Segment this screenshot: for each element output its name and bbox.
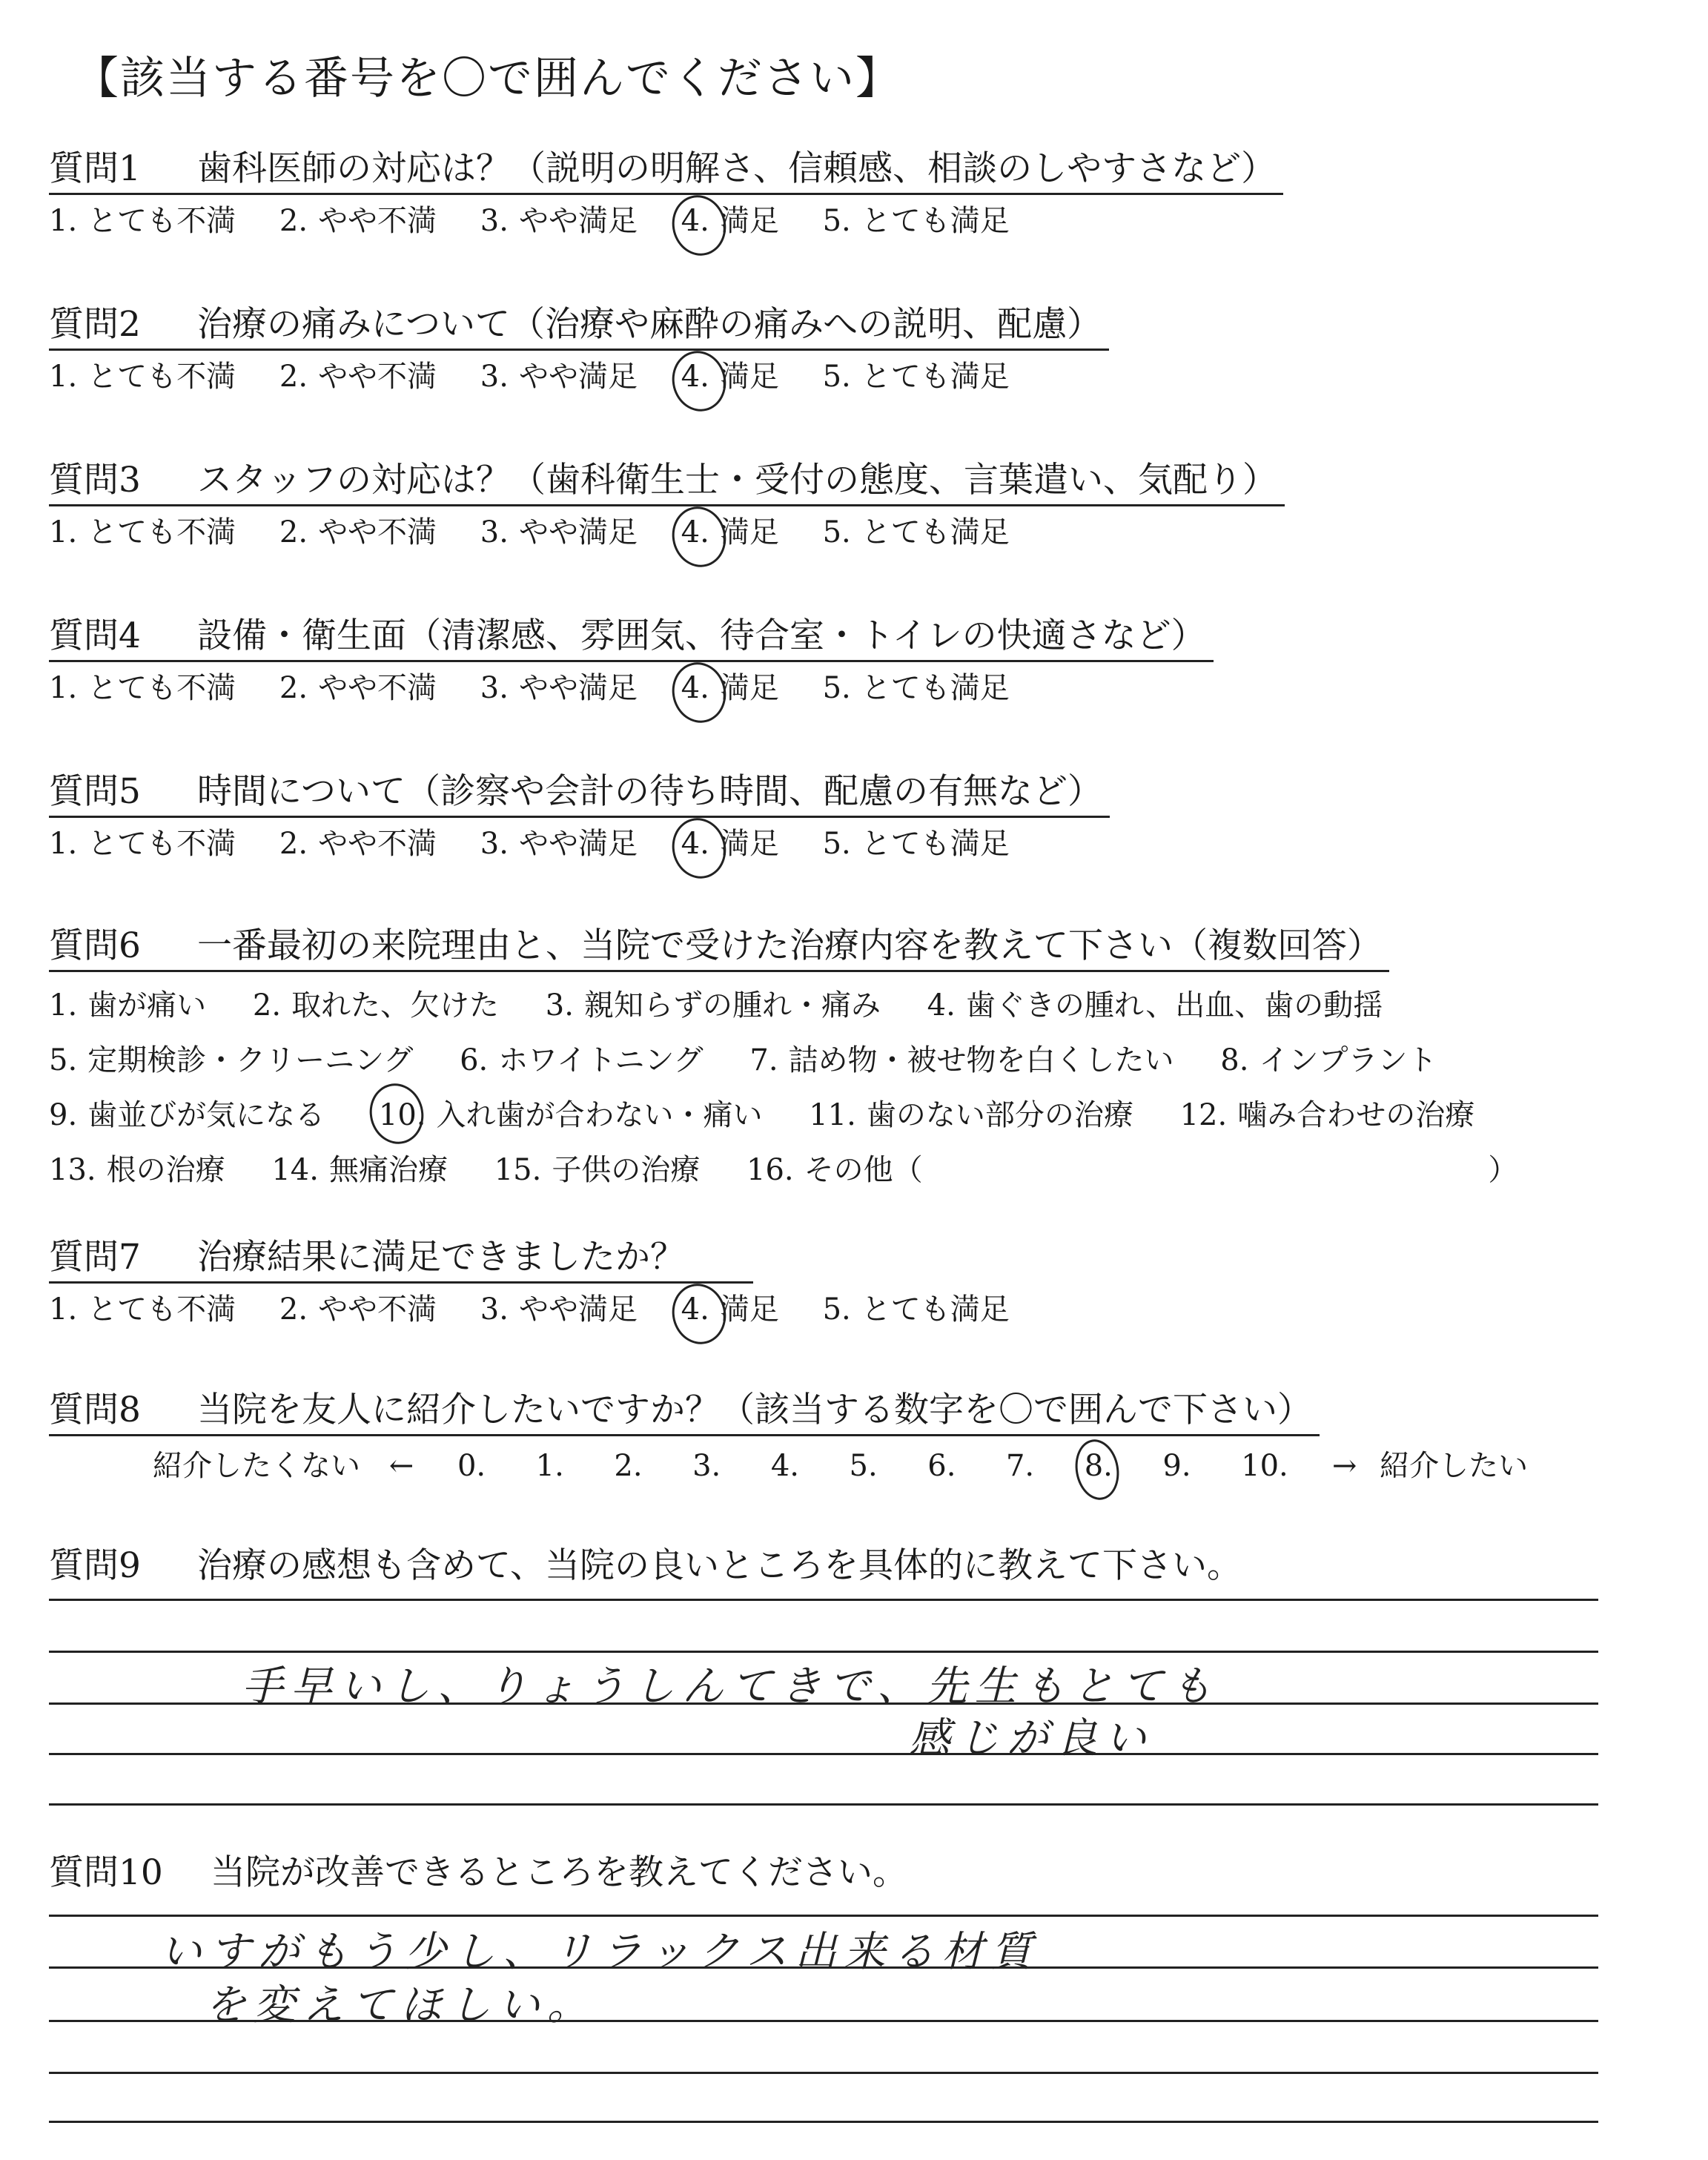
question-6-options xyxy=(49,978,1665,1198)
q7-option-1[interactable]: 1. とても不満 xyxy=(49,1292,236,1327)
q8-scale-4[interactable]: 4. xyxy=(770,1449,799,1483)
q1-option-1[interactable]: 1. とても不満 xyxy=(49,204,236,238)
q7-option-4-selected[interactable]: 4. 満足 xyxy=(681,1288,779,1331)
q4-option-4-selected[interactable]: 4. 満足 xyxy=(681,667,779,710)
q6-option-8[interactable]: 8. インプラント xyxy=(1220,1043,1437,1077)
question-3 xyxy=(49,457,1665,554)
q9-handwritten-line-2: 感じが良い xyxy=(909,1714,1153,1763)
q8-scale-7[interactable]: 7. xyxy=(1005,1449,1035,1483)
q6-option-9[interactable]: 9. 歯並びが気になる xyxy=(49,1098,325,1132)
question-2-text: 治療の痛みについて（治療や麻酔の痛みへの説明、配慮） xyxy=(197,304,1102,345)
question-3-heading xyxy=(49,457,1285,506)
q8-left-label: 紹介したくない xyxy=(153,1449,360,1483)
answer-line xyxy=(49,1753,1598,1755)
q1-option-3[interactable]: 3. やや満足 xyxy=(480,204,638,238)
q3-option-1[interactable]: 1. とても不満 xyxy=(49,515,236,549)
q4-option-5[interactable]: 5. とても満足 xyxy=(822,671,1010,705)
q7-option-2[interactable]: 2. やや不満 xyxy=(279,1292,437,1327)
q6-option-15[interactable]: 15. 子供の治療 xyxy=(494,1153,701,1187)
q6-option-5[interactable]: 5. 定期検診・クリーニング xyxy=(49,1043,414,1077)
q8-right-label: 紹介したい xyxy=(1380,1449,1529,1483)
question-9-label: 質問9 xyxy=(49,1545,141,1586)
q6-row-3 xyxy=(49,1088,1665,1143)
q3-option-2[interactable]: 2. やや不満 xyxy=(279,515,437,549)
question-10 xyxy=(49,1849,1665,1897)
answer-line xyxy=(49,1915,1598,1917)
answer-line xyxy=(49,2072,1598,2074)
q2-option-5[interactable]: 5. とても満足 xyxy=(822,360,1010,394)
question-10-text: 当院が改善できるところを教えてください。 xyxy=(211,1852,907,1893)
question-5-options xyxy=(49,822,1665,865)
question-4-heading xyxy=(49,612,1214,662)
question-8-label: 質問8 xyxy=(49,1390,141,1430)
question-7 xyxy=(49,1234,1665,1331)
q8-scale-6[interactable]: 6. xyxy=(927,1449,956,1483)
q8-scale-0[interactable]: 0. xyxy=(457,1449,486,1483)
q9-handwritten-line-1: 手早いし、りょうしんてきで、先生もとても xyxy=(242,1662,1219,1711)
question-1-label: 質問1 xyxy=(49,148,141,189)
question-4-text: 設備・衛生面（清潔感、雰囲気、待合室・トイレの快適さなど） xyxy=(197,615,1206,656)
question-2 xyxy=(49,301,1665,398)
question-2-label: 質問2 xyxy=(49,304,141,345)
question-9-text: 治療の感想も含めて、当院の良いところを具体的に教えて下さい。 xyxy=(197,1545,1242,1586)
question-1-options xyxy=(49,199,1665,242)
question-1-heading xyxy=(49,145,1283,195)
question-7-options xyxy=(49,1288,1665,1331)
q10-handwritten-line-1: いすがもう少し、リラックス出来る材質 xyxy=(160,1928,1040,1976)
q8-scale-10[interactable]: 10. xyxy=(1241,1449,1288,1483)
q6-option-1[interactable]: 1. 歯が痛い xyxy=(49,988,207,1023)
q6-option-3[interactable]: 3. 親知らずの腫れ・痛み xyxy=(545,988,881,1023)
q8-scale-5[interactable]: 5. xyxy=(849,1449,878,1483)
q10-answer-area[interactable] xyxy=(49,1910,1598,2133)
q6-option-7[interactable]: 7. 詰め物・被せ物を白くしたい xyxy=(749,1043,1174,1077)
q6-row-2 xyxy=(49,1033,1665,1088)
q8-scale-1[interactable]: 1. xyxy=(535,1449,564,1483)
q6-option-13[interactable]: 13. 根の治療 xyxy=(49,1153,225,1187)
question-4 xyxy=(49,612,1665,710)
question-5-text: 時間について（診察や会計の待ち時間、配慮の有無など） xyxy=(197,771,1103,812)
q5-option-3[interactable]: 3. やや満足 xyxy=(480,827,638,861)
q3-option-3[interactable]: 3. やや満足 xyxy=(480,515,638,549)
question-5-heading xyxy=(49,768,1110,818)
q8-scale-3[interactable]: 3. xyxy=(692,1449,721,1483)
q6-option-12[interactable]: 12. 噛み合わせの治療 xyxy=(1179,1098,1475,1132)
question-6-label: 質問6 xyxy=(49,925,141,966)
q5-option-4-selected[interactable]: 4. 満足 xyxy=(681,822,779,865)
question-9 xyxy=(49,1542,1665,1590)
q6-row-4 xyxy=(49,1143,1665,1198)
q9-answer-area[interactable] xyxy=(49,1594,1598,1817)
question-6-heading xyxy=(49,922,1389,972)
question-3-options xyxy=(49,511,1665,554)
q6-option-10-selected[interactable]: 10. 入れ歯が合わない・痛い xyxy=(379,1088,763,1143)
q8-recommend-scale xyxy=(153,1444,1665,1488)
answer-line xyxy=(49,1599,1598,1601)
question-4-label: 質問4 xyxy=(49,615,141,656)
q1-option-2[interactable]: 2. やや不満 xyxy=(279,204,437,238)
question-3-text: スタッフの対応は？（歯科衛生士・受付の態度、言葉遣い、気配り） xyxy=(197,460,1277,501)
q5-option-2[interactable]: 2. やや不満 xyxy=(279,827,437,861)
q6-row-1 xyxy=(49,978,1665,1033)
question-8-heading xyxy=(49,1387,1320,1436)
left-arrow-icon: ← xyxy=(388,1449,414,1483)
q4-option-1[interactable]: 1. とても不満 xyxy=(49,671,236,705)
answer-line xyxy=(49,2121,1598,2123)
question-10-label: 質問10 xyxy=(49,1852,163,1893)
q1-option-4-selected[interactable]: 4. 満足 xyxy=(681,199,779,242)
q6-other-close-paren: ） xyxy=(1488,1153,1518,1187)
question-7-text: 治療結果に満足できましたか？ xyxy=(197,1237,685,1278)
q8-scale-8-selected[interactable]: 8. xyxy=(1085,1444,1153,1488)
q4-option-3[interactable]: 3. やや満足 xyxy=(480,671,638,705)
question-7-heading xyxy=(49,1234,753,1284)
question-2-heading xyxy=(49,301,1109,351)
q6-option-4[interactable]: 4. 歯ぐきの腫れ、出血、歯の動揺 xyxy=(927,988,1383,1023)
q6-option-16[interactable]: 16. その他（ xyxy=(747,1153,923,1187)
question-3-label: 質問3 xyxy=(49,460,141,501)
answer-line xyxy=(49,1651,1598,1653)
q6-option-14[interactable]: 14. 無痛治療 xyxy=(271,1153,448,1187)
question-10-heading xyxy=(49,1849,915,1897)
question-5 xyxy=(49,768,1665,865)
q2-option-1[interactable]: 1. とても不満 xyxy=(49,360,236,394)
q10-handwritten-line-2: を変えてほしい。 xyxy=(205,1981,596,2029)
right-arrow-icon: → xyxy=(1331,1449,1357,1483)
question-1 xyxy=(49,145,1665,242)
q2-option-4-selected[interactable]: 4. 満足 xyxy=(681,355,779,398)
q5-option-1[interactable]: 1. とても不満 xyxy=(49,827,236,861)
q2-option-3[interactable]: 3. やや満足 xyxy=(480,360,638,394)
q5-option-5[interactable]: 5. とても満足 xyxy=(822,827,1010,861)
q6-option-2[interactable]: 2. 取れた、欠けた xyxy=(252,988,500,1023)
question-7-label: 質問7 xyxy=(49,1237,141,1278)
form-title: 【該当する番号を〇で囲んでください】 xyxy=(74,53,901,105)
q3-option-4-selected[interactable]: 4. 満足 xyxy=(681,511,779,554)
q2-option-2[interactable]: 2. やや不満 xyxy=(279,360,437,394)
question-9-heading xyxy=(49,1542,1249,1590)
question-8 xyxy=(49,1387,1665,1488)
question-4-options xyxy=(49,667,1665,710)
q4-option-2[interactable]: 2. やや不満 xyxy=(279,671,437,705)
question-1-text: 歯科医師の対応は？（説明の明解さ、信頼感、相談のしやすさなど） xyxy=(197,148,1277,189)
q8-scale-9[interactable]: 9. xyxy=(1162,1449,1191,1483)
q7-option-3[interactable]: 3. やや満足 xyxy=(480,1292,638,1327)
question-5-label: 質問5 xyxy=(49,771,141,812)
question-2-options xyxy=(49,355,1665,398)
q6-option-11[interactable]: 11. 歯のない部分の治療 xyxy=(809,1098,1133,1132)
question-8-text: 当院を友人に紹介したいですか？（該当する数字を〇で囲んで下さい） xyxy=(197,1390,1312,1430)
q7-option-5[interactable]: 5. とても満足 xyxy=(822,1292,1010,1327)
question-6 xyxy=(49,922,1665,1198)
q8-scale-2[interactable]: 2. xyxy=(614,1449,643,1483)
question-6-text: 一番最初の来院理由と、当院で受けた治療内容を教えて下さい（複数回答） xyxy=(197,925,1382,966)
q6-option-6[interactable]: 6. ホワイトニング xyxy=(460,1043,704,1077)
answer-line xyxy=(49,1803,1598,1806)
q1-option-5[interactable]: 5. とても満足 xyxy=(822,204,1010,238)
q3-option-5[interactable]: 5. とても満足 xyxy=(822,515,1010,549)
